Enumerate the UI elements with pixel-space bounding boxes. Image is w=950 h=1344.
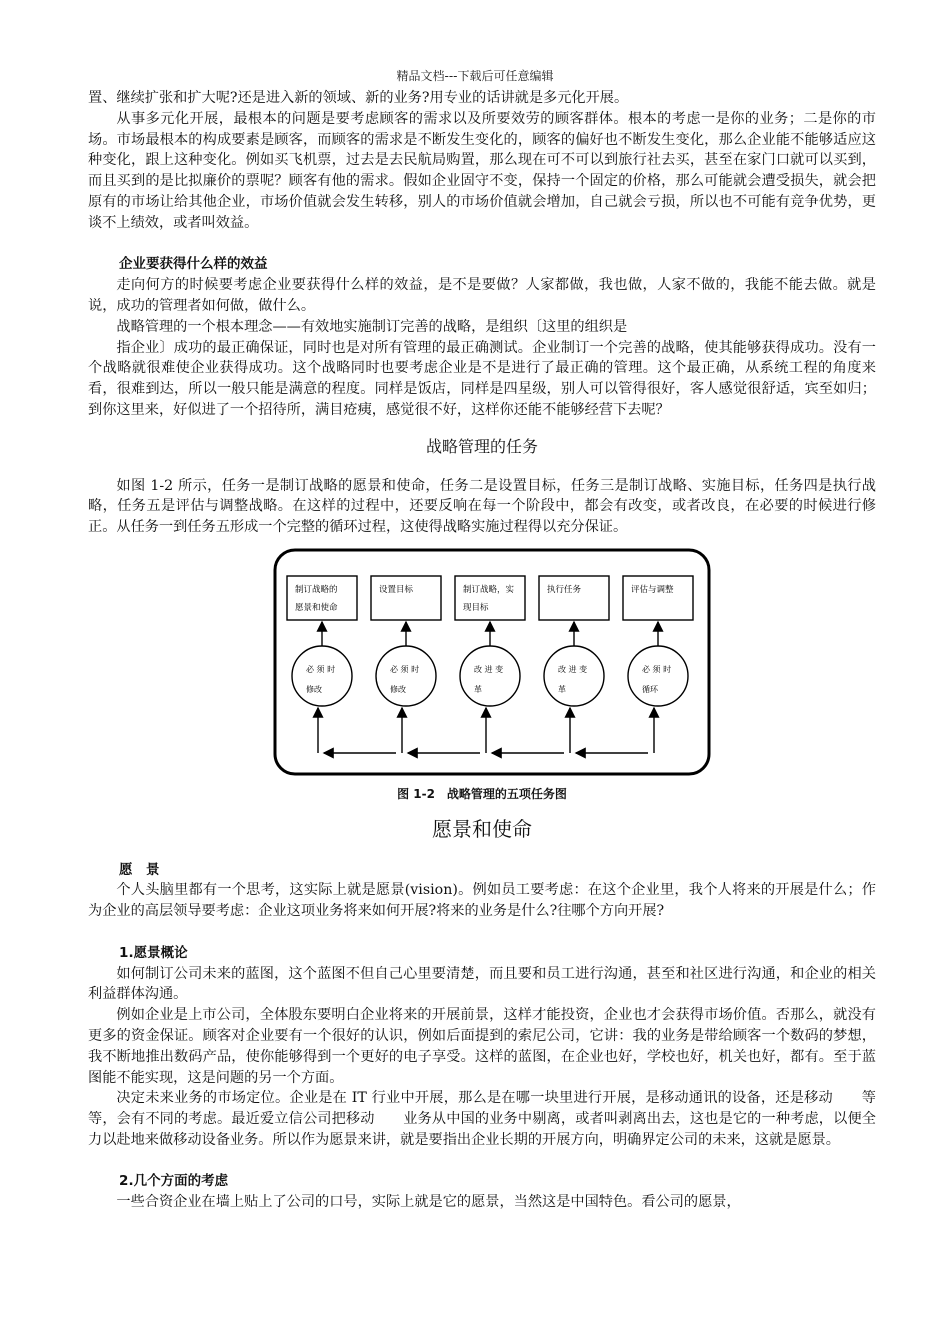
circle-label: 修改 bbox=[390, 684, 406, 694]
paragraph: 从事多元化开展，最根本的问题是要考虑顾客的需求以及所要效劳的顾客群体。根本的考虑一是你的业务；二是你的市场。市场最根本的构成要素是顾客，而顾客的需求是不断发生变化的，顾客的偏好也不断发生变化，那么企业能不能够适应这种变化，跟上这种变化。例如买飞机票，过去是去民航局购置，那么现在可不可以到旅行社去买，甚至在家门口就可以买到，而且买到的是比拟廉价的票呢？顾客有他的需求。假如企业固守不变，保持一个固定的价格，那么可能就会遭受损失，就会把原有的市场让给其他企业，市场价值就会发生转移，别人的市场价值就会增加，自己就会亏损，所以也不可能有竞争优势，更谈不上绩效，或者叫效益。 bbox=[88, 110, 876, 231]
paragraph: 如何制订公司未来的蓝图，这个蓝图不但自己心里要清楚，而且要和员工进行沟通，甚至和社区进行沟通，和企业的相关利益群体沟通。 bbox=[88, 965, 876, 1003]
circle-label: 循环 bbox=[642, 684, 658, 694]
paragraph: 指企业〕成功的最正确保证，同时也是对所有管理的最正确测试。企业制订一个完善的战略，使其能够获得成功。没有一个战略就很难使企业获得成功。这个战略同时也要考虑企业是不是进行了最正确的管理。这个最正确，从系统工程的角度来看，很难到达，所以一般只能是满意的程度。同样是饭店，同样是四星级，别人可以管得很好，客人感觉很舒适，宾至如归；到你这里来，好似进了一个招待所，满目疮痍，感觉很不好，这样你还能不能够经营下去呢？ bbox=[88, 339, 876, 418]
feedback-circle bbox=[544, 646, 604, 706]
section-heading: 1.愿景概论 bbox=[119, 944, 188, 961]
task-label: 执行任务 bbox=[547, 584, 582, 595]
paragraph: 如图 1-2 所示，任务一是制订战略的愿景和使命，任务二是设置目标，任务三是制订战略、实施目标，任务四是执行战略，任务五是评估与调整战略。在这样的过程中，还要反响在每一个阶段中，都会有改变，或者改良，在必要的时候进行修正。从任务一到任务五形成一个完整的循环过程，这使得战略实施过程得以充分保证。 bbox=[88, 477, 876, 536]
circle-label: 革 bbox=[474, 684, 482, 694]
page-header: 精品文档---下载后可任意编辑 bbox=[396, 69, 554, 83]
section-heading: 2.几个方面的考虑 bbox=[119, 1173, 229, 1190]
paragraph: 走向何方的时候要考虑企业要获得什么样的效益，是不是要做？人家都做，我也做，人家不做的，我能不能去做。就是说，成功的管理者如何做，做什么。 bbox=[88, 277, 876, 314]
paragraph: 决定未来业务的市场定位。企业是在 IT 行业中开展，那么是在哪一块里进行开展，是移动通讯的设备，还是移动 等等，会有不同的考虑。最近爱立信公司把移动 业务从中国的业务中剔离，或者叫剥离出去，这也是它的一种考虑，以便全力以赴地来做移动设备业务。所以作为愿景来讲，就是要指出企业长期的开展方向，明确界定公司的未来，这就是愿景。 bbox=[88, 1090, 876, 1148]
task-box bbox=[287, 576, 357, 620]
chapter-title: 愿景和使命 bbox=[432, 816, 532, 841]
document-body bbox=[88, 88, 876, 1213]
circle-label: 必 须 时 bbox=[642, 664, 672, 674]
section-heading: 愿 景 bbox=[119, 861, 160, 878]
task-label: 现目标 bbox=[463, 602, 489, 613]
task-label: 评估与调整 bbox=[631, 584, 674, 595]
task-label: 愿景和使命 bbox=[295, 602, 338, 613]
feedback-circle bbox=[460, 646, 520, 706]
diagram-svg bbox=[273, 548, 713, 778]
circle-label: 改 进 变 bbox=[474, 664, 504, 674]
paragraph: 一些合资企业在墙上贴上了公司的口号，实际上就是它的愿景，当然这是中国特色。看公司的愿景， bbox=[116, 1194, 741, 1211]
task-label: 制订战略，实 bbox=[463, 584, 515, 595]
circle-label: 必 须 时 bbox=[390, 664, 420, 674]
circle-label: 修改 bbox=[306, 684, 322, 694]
feedback-circle bbox=[292, 646, 352, 706]
section-title: 战略管理的任务 bbox=[425, 436, 538, 456]
paragraph: 个人头脑里都有一个思考，这实际上就是愿景(vision)。例如员工要考虑：在这个企业里，我个人将来的开展是什么；作为企业的高层领导要考虑：企业这项业务将来如何开展?将来的业务是什么?往哪个方向开展? bbox=[88, 882, 876, 920]
figure-caption: 图 1-2 战略管理的五项任务图 bbox=[397, 786, 567, 801]
task-label: 设置目标 bbox=[379, 584, 414, 595]
circle-label: 革 bbox=[558, 684, 566, 694]
circle-label: 改 进 变 bbox=[558, 664, 588, 674]
task-box bbox=[623, 576, 693, 620]
paragraph: 例如企业是上市公司，全体股东要明白企业将来的开展前景，这样才能投资，企业也才会获得市场价值。否那么，就没有更多的资金保证。顾客对企业要有一个很好的认识，例如后面提到的索尼公司，它讲：我的业务是带给顾客一个数码的梦想，我不断地推出数码产品，使你能够得到一个更好的电子享受。这样的蓝图，在企业也好，学校也好，机关也好，都有。至于蓝图能不能实现，这是问题的另一个方面。 bbox=[88, 1007, 876, 1086]
task-box bbox=[371, 576, 441, 620]
circle-label: 必 须 时 bbox=[306, 664, 336, 674]
feedback-circle bbox=[628, 646, 688, 706]
feedback-circle bbox=[376, 646, 436, 706]
task-box bbox=[455, 576, 525, 620]
section-heading: 企业要获得什么样的效益 bbox=[119, 256, 268, 273]
five-tasks-diagram bbox=[273, 548, 713, 778]
paragraph: 置、继续扩张和扩大呢?还是进入新的领域、新的业务?用专业的话讲就是多元化开展。 bbox=[88, 90, 629, 106]
task-box bbox=[539, 576, 609, 620]
paragraph: 战略管理的一个根本理念——有效地实施制订完善的战略，是组织〔这里的组织是 bbox=[116, 318, 628, 335]
task-label: 制订战略的 bbox=[295, 584, 338, 595]
